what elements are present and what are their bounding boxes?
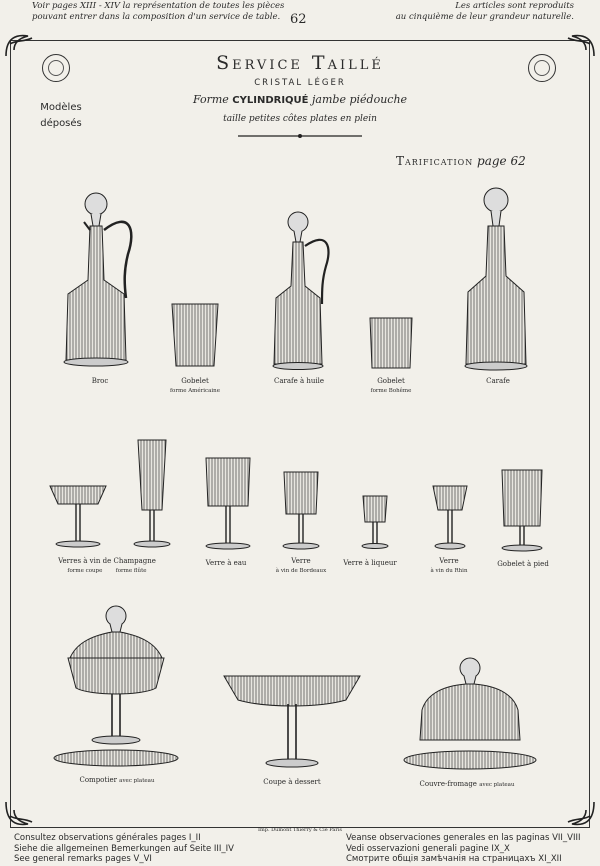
corner-ornament-tr bbox=[562, 30, 598, 60]
corner-ornament-tl bbox=[2, 30, 38, 60]
carafe-huile-illustration bbox=[268, 210, 334, 370]
gobelet-boheme-illustration bbox=[368, 316, 414, 372]
caption-couvre-fromage: Couvre-fromage avec plateau bbox=[419, 780, 515, 788]
title-rule bbox=[238, 132, 362, 140]
caption-verre-rhin: Verre à vin du Rhin bbox=[430, 557, 468, 574]
page-title: Service Taillé bbox=[216, 52, 384, 74]
caption-gobelet-boheme: Gobelet forme Bohême bbox=[370, 377, 412, 394]
caption-carafe: Carafe bbox=[486, 377, 510, 385]
caption-gobelet-pied: Gobelet à pied bbox=[497, 560, 549, 568]
side-note: Modèles déposés bbox=[40, 102, 82, 129]
caption-compotier: Compotier avec plateau bbox=[79, 776, 155, 784]
carafe-illustration bbox=[458, 186, 534, 372]
corner-ornament-bl bbox=[2, 798, 38, 832]
tarification: Tarification page 62 bbox=[396, 154, 526, 168]
forme-line: Forme CYLINDRIQUÉ jambe piédouche bbox=[192, 93, 408, 106]
broc-illustration bbox=[60, 190, 136, 370]
verre-rhin-illustration bbox=[430, 484, 470, 552]
coupe-champagne-illustration bbox=[48, 484, 108, 550]
coupe-dessert-illustration bbox=[222, 672, 362, 770]
header-left-note: Voir pages XIII - XIV la représentation de toutes les pièces pouvant entrer dans la composition d'un service de table. bbox=[32, 1, 285, 22]
caption-verre-eau: Verre à eau bbox=[205, 559, 247, 567]
corner-ornament-br bbox=[562, 798, 598, 832]
header-right-note: Les articles sont reproduits au cinquième de leur grandeur naturelle. bbox=[395, 1, 574, 22]
caption-carafe-huile: Carafe à huile bbox=[273, 377, 325, 385]
maker-stamp-left bbox=[42, 54, 70, 82]
footer-right: Veanse observaciones generales en las paginas VII_VIII Vedi osservazioni generali pagine IX_X Смотрите общія замѣчанія на страницахъ XI_XII bbox=[346, 833, 581, 864]
page-subtitle: CRISTAL LÉGER bbox=[254, 78, 346, 88]
gobelet-pied-illustration bbox=[498, 468, 546, 554]
compotier-illustration bbox=[52, 604, 180, 770]
caption-coupe-dessert: Coupe à dessert bbox=[263, 778, 321, 786]
printer-credit: Imp. Dumont Thierry & Cie Paris bbox=[258, 827, 342, 833]
flute-champagne-illustration bbox=[134, 438, 170, 550]
verre-eau-illustration bbox=[202, 456, 254, 552]
caption-verre-bordeaux: Verre à vin de Bordeaux bbox=[275, 557, 327, 574]
caption-broc: Broc bbox=[91, 377, 109, 385]
verre-liqueur-illustration bbox=[360, 494, 390, 552]
verre-bordeaux-illustration bbox=[280, 470, 322, 552]
caption-verre-liqueur: Verre à liqueur bbox=[343, 559, 397, 567]
page-number: 62 bbox=[290, 12, 307, 27]
caption-verres-champagne: Verres à vin de Champagne forme coupe forme flûte bbox=[58, 557, 156, 574]
couvre-fromage-illustration bbox=[400, 656, 540, 772]
gobelet-americaine-illustration bbox=[170, 300, 220, 370]
caption-gobelet-americaine: Gobelet forme Américaine bbox=[170, 377, 220, 394]
taille-line: taille petites côtes plates en plein bbox=[223, 114, 377, 124]
maker-stamp-right bbox=[528, 54, 556, 82]
footer-left: Consultez observations générales pages I_II Siehe die allgemeinen Bemerkungen auf Seite III_IV See general remarks pages V_VI bbox=[14, 833, 234, 864]
